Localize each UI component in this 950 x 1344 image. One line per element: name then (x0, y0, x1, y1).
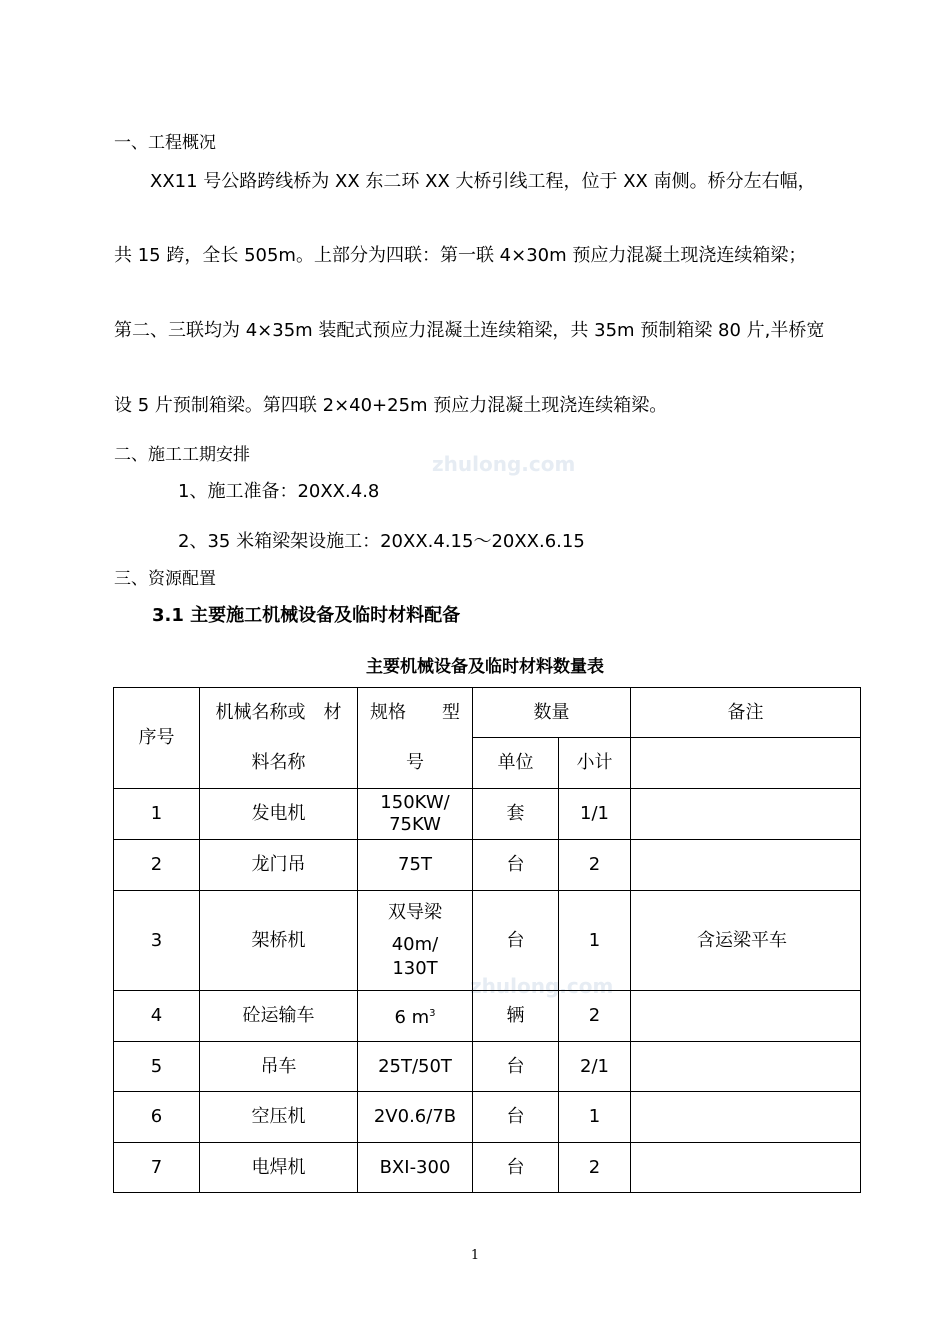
table-row (114, 1092, 861, 1143)
cell-remark (631, 840, 861, 891)
table-row (114, 891, 861, 991)
header-spec-2: 号 (358, 738, 473, 789)
cell-spec (358, 891, 473, 991)
cell-name: 发电机 (200, 789, 358, 840)
section-1-heading: 一、工程概况 (114, 133, 216, 153)
schedule-item-2: 2、35 米箱梁架设施工：20XX.4.15～20XX.6.15 (178, 531, 585, 552)
cell-spec (358, 789, 473, 840)
table-title: 主要机械设备及临时材料数量表 (366, 657, 604, 677)
cell-name: 砼运输车 (200, 991, 358, 1042)
section-3-heading: 三、资源配置 (114, 569, 216, 589)
cell-name: 空压机 (200, 1092, 358, 1143)
cell-no: 4 (114, 991, 200, 1042)
spec-superscript: 3 (429, 1008, 436, 1019)
header-remark: 备注 (631, 688, 861, 738)
cell-subtotal: 2 (559, 840, 631, 891)
table-row (114, 1042, 861, 1092)
equipment-table (113, 687, 861, 1193)
spec-line-2: 40m/ 130T (391, 933, 439, 979)
cell-no: 5 (114, 1042, 200, 1092)
cell-remark (631, 991, 861, 1042)
paragraph-line-1: XX11 号公路跨线桥为 XX 东二环 XX 大桥引线工程，位于 XX 南侧。桥分左右幅， (150, 171, 816, 192)
watermark-top: zhulong.com (432, 452, 576, 476)
table-row (114, 1143, 861, 1193)
schedule-item-1: 1、施工准备：20XX.4.8 (178, 481, 380, 502)
header-spec-1: 规格 型 (358, 688, 473, 738)
cell-unit: 套 (473, 789, 559, 840)
paragraph-line-3: 第二、三联均为 4×35m 装配式预应力混凝土连续箱梁，共 35m 预制箱梁 80 片,半桥宽 (114, 320, 825, 341)
cell-remark (631, 1042, 861, 1092)
cell-unit: 辆 (473, 991, 559, 1042)
cell-subtotal: 2 (559, 1143, 631, 1193)
cell-remark (631, 789, 861, 840)
cell-remark (631, 1092, 861, 1143)
cell-subtotal: 2 (559, 991, 631, 1042)
cell-unit: 台 (473, 891, 559, 991)
spec-text: 6 m (394, 1007, 430, 1028)
header-name-1: 机械名称或 材 (200, 688, 358, 738)
header-quantity: 数量 (473, 688, 631, 738)
cell-unit: 台 (473, 840, 559, 891)
spec-text: 150KW/ 75KW (380, 792, 450, 835)
cell-unit: 台 (473, 1042, 559, 1092)
section-2-heading: 二、施工工期安排 (114, 445, 250, 465)
cell-subtotal: 1/1 (559, 789, 631, 840)
cell-remark (631, 891, 861, 991)
cell-name: 龙门吊 (200, 840, 358, 891)
cell-subtotal: 1 (559, 1092, 631, 1143)
cell-spec: 25T/50T (358, 1042, 473, 1092)
cell-spec: 75T (358, 840, 473, 891)
header-index: 序号 (114, 688, 200, 789)
header-name-2: 料名称 (200, 738, 358, 789)
cell-no: 2 (114, 840, 200, 891)
cell-name: 架桥机 (200, 891, 358, 991)
paragraph-line-4: 设 5 片预制箱梁。第四联 2×40+25m 预应力混凝土现浇连续箱梁。 (114, 395, 668, 416)
header-subtotal: 小计 (559, 738, 631, 789)
cell-name: 电焊机 (200, 1143, 358, 1193)
header-unit: 单位 (473, 738, 559, 789)
table-row (114, 840, 861, 891)
cell-name: 吊车 (200, 1042, 358, 1092)
cell-spec: 2V0.6/7B (358, 1092, 473, 1143)
cell-unit: 台 (473, 1092, 559, 1143)
cell-spec: BXI-300 (358, 1143, 473, 1193)
cell-no: 7 (114, 1143, 200, 1193)
remark-text: 含运梁平车 (697, 929, 787, 951)
cell-spec (358, 991, 473, 1042)
cell-unit: 台 (473, 1143, 559, 1193)
table-row (114, 991, 861, 1042)
header-remark-blank (631, 738, 861, 789)
page-number: 1 (470, 1248, 480, 1263)
paragraph-line-2: 共 15 跨，全长 505m。上部分为四联：第一联 4×30m 预应力混凝土现浇连续箱梁； (114, 245, 807, 266)
watermark-table: zhulong.com (470, 974, 614, 998)
spec-line-1: 双导梁 (388, 901, 442, 923)
cell-no: 3 (114, 891, 200, 991)
table-row (114, 789, 861, 840)
cell-subtotal: 1 (559, 891, 631, 991)
cell-no: 6 (114, 1092, 200, 1143)
subsection-3-1-heading: 3.1 主要施工机械设备及临时材料配备 (152, 605, 461, 626)
cell-remark (631, 1143, 861, 1193)
cell-no: 1 (114, 789, 200, 840)
cell-subtotal: 2/1 (559, 1042, 631, 1092)
